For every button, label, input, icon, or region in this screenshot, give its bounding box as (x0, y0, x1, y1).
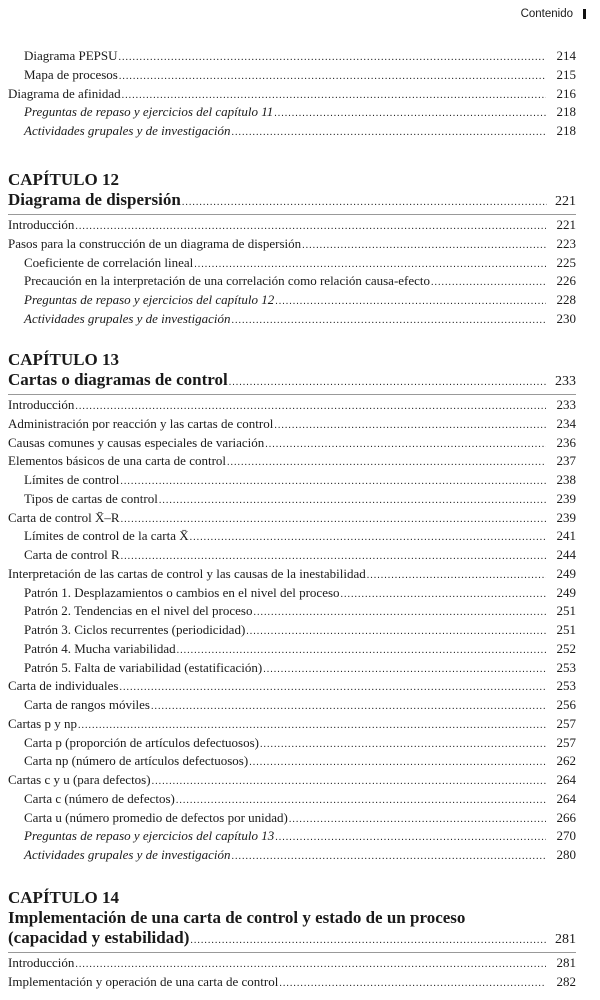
running-header-label: Contenido (520, 8, 573, 20)
toc-entry-label: Carta u (número promedio de defectos por unidad) (24, 809, 288, 825)
toc-entry[interactable] (0, 104, 600, 123)
toc-entry-label: Patrón 3. Ciclos recurrentes (periodicidad) (24, 622, 246, 637)
toc-entry-page: 218 (556, 123, 576, 138)
toc-entry-page: 262 (556, 753, 576, 769)
dot-leader (263, 664, 546, 675)
toc-continued-section (0, 48, 600, 142)
chapter-title[interactable] (0, 928, 600, 948)
toc-entry-label: Precaución en la interpretación de una correlación como relación causa-efecto (24, 273, 431, 289)
toc-entry[interactable] (0, 735, 600, 754)
toc-entry-label: Diagrama PEPSU (24, 48, 118, 63)
toc-entry-label: Patrón 1. Desplazamientos o cambios en el nivel del proceso (24, 584, 340, 600)
dot-leader (182, 197, 547, 208)
dot-leader (246, 626, 546, 637)
dot-leader (275, 296, 546, 307)
chapter-14-section (0, 888, 600, 993)
toc-entry-label: Patrón 2. Tendencias en el nivel del proceso (24, 603, 253, 619)
toc-entry-page: 239 (556, 509, 576, 525)
dot-leader (302, 240, 546, 251)
toc-entry[interactable] (0, 847, 600, 866)
chapter-heading: CAPÍTULO 13 (8, 350, 119, 369)
dot-leader (151, 701, 546, 712)
toc-entry-label: Actividades grupales y de investigación (24, 310, 231, 326)
chapter-title-text: Diagrama de dispersión (8, 190, 181, 209)
dot-leader (159, 495, 546, 506)
dot-leader (119, 71, 546, 82)
dot-leader (194, 259, 546, 270)
toc-entry-page: 233 (556, 397, 576, 412)
toc-entry-label: Implementación y operación de una carta de control (8, 973, 279, 989)
toc-entry[interactable] (0, 292, 600, 311)
chapter-rule (8, 394, 576, 395)
toc-entry[interactable] (0, 955, 600, 974)
toc-entry[interactable] (0, 86, 600, 105)
toc-entry-page: 282 (556, 973, 576, 989)
toc-entry[interactable] (0, 416, 600, 435)
toc-entry-page: 264 (556, 790, 576, 806)
chapter-title-text: Implementación de una carta de control y estado de un proceso (8, 908, 466, 927)
toc-entry-page: 252 (556, 640, 576, 656)
toc-entry[interactable] (0, 236, 600, 255)
chapter-title-text: Cartas o diagramas de control (8, 370, 228, 389)
dot-leader (279, 978, 546, 989)
dot-leader (232, 851, 546, 862)
toc-entry-page: 238 (556, 472, 576, 487)
dot-leader (119, 682, 546, 693)
dot-leader (190, 532, 546, 543)
chapter-12-section (0, 170, 600, 330)
dot-leader (120, 476, 546, 487)
toc-entry[interactable] (0, 67, 600, 86)
toc-entry-page: 257 (556, 734, 576, 750)
toc-entry-page: 280 (556, 847, 576, 862)
toc-entry[interactable] (0, 622, 600, 641)
toc-entry-page: 225 (556, 254, 576, 270)
toc-entry-label: Carta de control R (24, 547, 120, 562)
toc-entry-label: Tipos de cartas de control (24, 490, 158, 506)
toc-entry-label: Preguntas de repaso y ejercicios del capítulo 12 (24, 292, 275, 307)
toc-entry-page: 256 (556, 697, 576, 712)
dot-leader (75, 959, 546, 970)
toc-entry[interactable] (0, 678, 600, 697)
chapter-rule (8, 214, 576, 215)
toc-entry-label: Cartas p y np (8, 715, 77, 731)
toc-entry-page: 218 (556, 104, 576, 120)
dot-leader (265, 439, 546, 450)
toc-entry-page: 241 (556, 528, 576, 544)
toc-entry-label: Carta np (número de artículos defectuosos) (24, 753, 249, 769)
toc-entry-page: 253 (556, 678, 576, 694)
toc-entry-label: Coeficiente de correlación lineal (24, 254, 194, 270)
toc-entry[interactable] (0, 48, 600, 67)
toc-entry-page: 257 (556, 715, 576, 731)
dot-leader (227, 457, 546, 468)
toc-entry-page: 249 (556, 584, 576, 600)
chapter-heading: CAPÍTULO 12 (8, 170, 119, 189)
chapter-page: 281 (555, 932, 576, 947)
toc-entry-label: Preguntas de repaso y ejercicios del capítulo 11 (24, 104, 274, 120)
toc-entry[interactable] (0, 566, 600, 585)
dot-leader (232, 315, 546, 326)
dot-leader (274, 420, 546, 431)
toc-entry-page: 249 (556, 565, 576, 581)
toc-entry-label: Carta de control X̄–R (8, 509, 120, 525)
dot-leader (253, 607, 546, 618)
toc-entry[interactable] (0, 123, 600, 142)
dot-leader (75, 401, 546, 412)
chapter-page: 233 (555, 374, 576, 389)
toc-entry-page: 251 (556, 603, 576, 619)
toc-entry-label: Pasos para la construcción de un diagrama de dispersión (8, 235, 302, 251)
toc-entry-page: 244 (556, 547, 576, 562)
toc-entry-page: 230 (556, 310, 576, 326)
toc-entry-page: 221 (556, 217, 576, 232)
dot-leader (176, 795, 546, 806)
dot-leader (121, 514, 546, 525)
toc-entry-page: 253 (556, 659, 576, 675)
toc-entry-page: 281 (556, 955, 576, 970)
toc-entry[interactable] (0, 716, 600, 735)
dot-leader (275, 832, 546, 843)
chapter-title-text: (capacidad y estabilidad) (8, 928, 190, 947)
dot-leader (431, 277, 546, 288)
toc-entry[interactable] (0, 547, 600, 566)
toc-entry-label: Patrón 4. Mucha variabilidad (24, 640, 176, 656)
dot-leader (190, 935, 547, 946)
chapter-page: 221 (555, 194, 576, 209)
toc-entry-page: 226 (556, 273, 576, 289)
toc-entry[interactable] (0, 828, 600, 847)
toc-entry[interactable] (0, 472, 600, 491)
toc-entry[interactable] (0, 273, 600, 292)
toc-entry-label: Cartas c y u (para defectos) (8, 772, 151, 787)
toc-entry[interactable] (0, 217, 600, 236)
chapter-heading: CAPÍTULO 14 (8, 888, 119, 907)
toc-entry-page: 239 (556, 490, 576, 506)
dot-leader (229, 377, 547, 388)
toc-entry[interactable] (0, 510, 600, 529)
toc-entry-label: Patrón 5. Falta de variabilidad (estatificación) (24, 659, 263, 675)
toc-entry-page: 215 (556, 66, 576, 82)
toc-entry-page: 237 (556, 453, 576, 469)
dot-leader (274, 108, 546, 119)
toc-entry[interactable] (0, 772, 600, 791)
toc-entry-page: 251 (556, 622, 576, 637)
toc-entry[interactable] (0, 397, 600, 416)
toc-entry-label: Límites de control (24, 472, 120, 487)
toc-entry-label: Introducción (8, 397, 75, 412)
dot-leader (367, 570, 546, 581)
toc-entry-page: 266 (556, 809, 576, 825)
dot-leader (122, 90, 546, 101)
running-header (521, 8, 586, 20)
dot-leader (78, 720, 546, 731)
toc-entry[interactable] (0, 585, 600, 604)
toc-entry-label: Carta c (número de defectos) (24, 790, 175, 806)
toc-entry-label: Introducción (8, 955, 75, 970)
toc-entry-label: Carta p (proporción de artículos defectuosos) (24, 734, 260, 750)
header-bar-mark (583, 9, 586, 19)
dot-leader (75, 221, 546, 232)
toc-entry-page: 234 (556, 415, 576, 431)
toc-entry[interactable] (0, 660, 600, 679)
toc-entry[interactable] (0, 974, 600, 993)
toc-entry-label: Carta de individuales (8, 678, 119, 694)
dot-leader (289, 814, 546, 825)
toc-entry-label: Actividades grupales y de investigación (24, 123, 231, 138)
toc-entry[interactable] (0, 791, 600, 810)
toc-entry-label: Causas comunes y causas especiales de variación (8, 434, 265, 450)
dot-leader (232, 127, 546, 138)
toc-entry-page: 228 (556, 292, 576, 307)
toc-entry-label: Límites de control de la carta X̄ (24, 528, 189, 544)
toc-entry-page: 236 (556, 434, 576, 450)
toc-entry-page: 216 (556, 85, 576, 101)
toc-entry-page: 214 (556, 48, 576, 63)
toc-entry[interactable] (0, 255, 600, 274)
dot-leader (341, 589, 546, 600)
toc-entry[interactable] (0, 603, 600, 622)
toc-entry[interactable] (0, 753, 600, 772)
toc-entry-label: Mapa de procesos (24, 66, 118, 82)
toc-entry-label: Preguntas de repaso y ejercicios del capítulo 13 (24, 828, 275, 844)
toc-entry-page: 270 (556, 828, 576, 844)
dot-leader (249, 757, 546, 768)
chapter-title[interactable] (0, 908, 600, 928)
toc-entry[interactable] (0, 311, 600, 330)
chapter-13-section (0, 350, 600, 866)
toc-entry-page: 264 (556, 772, 576, 787)
toc-entry[interactable] (0, 435, 600, 454)
toc-entry[interactable] (0, 697, 600, 716)
dot-leader (152, 776, 546, 787)
chapter-title[interactable] (0, 190, 600, 210)
chapter-title[interactable] (0, 370, 600, 390)
dot-leader (177, 645, 546, 656)
toc-entry[interactable] (0, 491, 600, 510)
chapter-rule (8, 952, 576, 953)
dot-leader (121, 551, 546, 562)
toc-entry[interactable] (0, 641, 600, 660)
toc-entry-page: 223 (556, 235, 576, 251)
dot-leader (260, 739, 546, 750)
dot-leader (119, 52, 546, 63)
toc-entry-label: Actividades grupales y de investigación (24, 847, 231, 862)
toc-entry[interactable] (0, 453, 600, 472)
toc-entry-label: Diagrama de afinidad (8, 85, 121, 101)
toc-entry-label: Introducción (8, 217, 75, 232)
toc-entry[interactable] (0, 810, 600, 829)
toc-entry-label: Elementos básicos de una carta de control (8, 453, 227, 469)
toc-entry-label: Carta de rangos móviles (24, 697, 150, 712)
toc-entry[interactable] (0, 528, 600, 547)
toc-entry-label: Interpretación de las cartas de control y las causas de la inestabilidad (8, 565, 366, 581)
toc-entry-label: Administración por reacción y las cartas de control (8, 415, 274, 431)
